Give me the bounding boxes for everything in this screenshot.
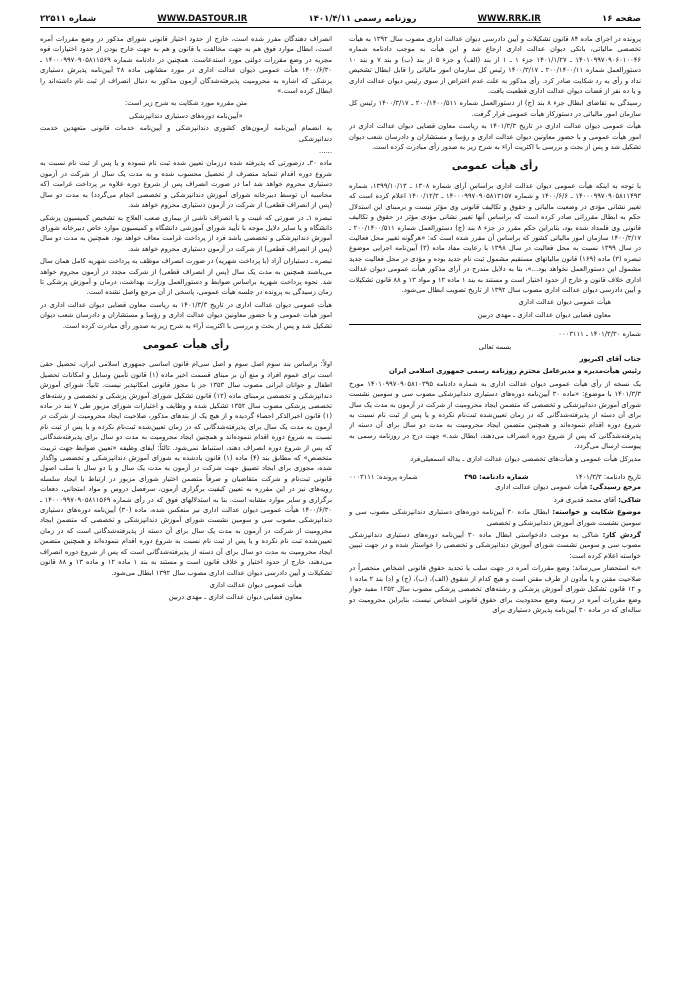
dastour-site-link[interactable]: WWW.DASTOUR.IR (157, 14, 248, 24)
paragraph: متن مقرره مورد شکایت به شرح زیر است: (124, 99, 248, 108)
paragraph: پرونده در اجرای ماده ۸۴ قانون تشکیلات و آیین دادرسی دیوان عدالت اداری مصوب سال ۱۳۹۲ به هیأت تخصصی مالیاتی، بانکی دیوان عدالت اداری ارجاع شد و این هیأت به موجب دادنامه شماره ۱۴۰۱۰۹۹۷۰۹۰۶۰۱۰۰۴۶ ـ ۱۴۰۱/۱/۲۷ جزء ۱ ـ ۱ از بند (الف) و جزء ۵ از بند (ب) و بند ۷ و بند ۱۰ دستورالعمل شماره ۲۰۰/۱۴۰۰/۱۱ ـ ۱۴۰۰/۳/۱۷ رئیس کل سازمان امور مالیاتی را قابل ابطال تشخیص نداد و رأی به رد شکایت صادر کرد. رأی مذکور به علت عدم اعتراض از سوی رئیس دیوان عدالت اداری و یا ده نفر از قضات دیوان عدالت اداری قطعیت یافت. (349, 35, 641, 96)
paragraph: تبصره ـ دستیاران آزاد (با پرداخت شهریه) در صورت انصراف موظف به پرداخت شهریه کامل همان سال می‌باشند همچنین به مدت یک سال (پس از انصراف قطعی) از شرکت مجدد در آزمون محروم خواهد شد. نحوه پرداخت شهریه براساس ضوابط و دستورالعمل وزارت بهداشت، درمان و آموزش پزشکی تا زمان رسیدگی به پرونده در جلسه هیأت عمومی، پاسخی از آن مرجع واصل نشده است. (40, 257, 332, 297)
ellipsis: ...... (319, 147, 332, 156)
section-heading: رأی هیأت عمومی (451, 161, 539, 173)
paragraph: ماده ۳۰ـ درصورتی که پذیرفته شده درزمان تعیین شده ثبت نام ننموده و یا پس از ثبت نام نسبت به شروع دوره اقدام ننماید منصرف از تحصیل محسوب شده و به مدت یک سال از شرکت در آزمون دستیاری محروم خواهد شد اما در صورت انصراف پس از شروع دوره علاوه بر پرداخت غرامت (که محاسبه آن توسط دبیرخانه شورای آموزش دندانپزشکی و تخصصی انجام می‌گردد) به مدت دو سال (پس از انصراف قطعی) از شرکت در آزمون دستیاری محروم خواهد شد. (40, 159, 332, 210)
issue-number: شماره ۲۲۵۱۱ (40, 14, 97, 24)
signature-line: مدیرکل هیأت عمومی و هیأت‌های تخصصی دیوان عدالت اداری ـ یداله اسمعیلی‌فرد (410, 454, 641, 463)
authority-value: هیأت عمومی دیوان عدالت اداری (495, 483, 588, 492)
paragraph: هیأت عمومی دیوان عدالت اداری در تاریخ ۱۴۰۱/۳/۳ به ریاست معاون قضایی دیوان عدالت اداری در امور هیأت عمومی و با حضور معاونین دیوان عدالت اداری و رؤسا و مستشاران و دادرسان شعب دیوان تشکیل شد و پس از بحث و بررسی با اکثریت آراء به شرح زیر به صدور رأی مبادرت کرده است. (40, 300, 332, 330)
page-number: صفحه ۱۶ (602, 14, 641, 24)
course-label: گردش کار: (602, 531, 641, 540)
quote-paragraph: «به استحضار می‌رساند: وضع مقررات آمره در جهت سلب یا تحدید حقوق قانونی اشخاص منحصراً در صلاحیت مقنن و یا مأذون از طرف مقنن است و هیچ کدام از شقوق (الف)، (ب)، (ج) و (د) بند ۲ ماده ۱ و ۱۲ قانون تشکیل شورای آموزش پزشکی و رشته‌های تخصصی پزشکی مصوب سال ۱۳۵۲ مفید جواز وضع مقررات آمره در زمینه وضع محدودیت برای حقوق قانونی اشخاص نیست، بنابراین محرومیت دو ساله‌ای که در ماده ۳۰ آیین‌نامه پذیرش دستیاری برای (349, 564, 641, 614)
paragraph: اولاً: براساس بند سوم اصل سوم و اصل سی‌ام قانون اساسی جمهوری اسلامی ایران، تحصیل حقی است برای عموم افراد و منع آن بر مبنای قسمت اخیر ماده (۱) قانون تأمین وسایل و امکانات تحصیل اطفال و جوانان ایرانی مصوب سال ۱۳۵۳ جز با مجوز قانونی امکانپذیر نیست. ثانیاً: شورای آموزش دندانپزشکی و تخصصی برمبنای ماده (۱۲) قانون تشکیل شورای آموزش پزشکی و تخصصی و رشته‌های تخصصی پزشکی مصوب سال ۱۳۵۲ تشکیل شده و وظایف و اختیارات شورای مزبور طی ۷ بند در ماده (۱) قانون اخیرالذکر احصاء گردیده و از هیچ یک از بندهای مذکور، صلاحیت ایجاد محرومیت از شرکت در آزمون به مدت یک سال برای پذیرفته‌شدگانی که در زمان تعیین‌شده ثبت‌نام نکرده و یا پس از ثبت نام نسبت به شروع دوره اقدام ننموده‌اند و همچنین ایجاد محرومیت به مدت دو سال برای پذیرفته‌شدگانی که پس از شروع دوره انصراف دهند، استنباط نمی‌شود. ثالثاً: اَیفای وظیفه «تعیین ضوابط جهت تربیت متخصص» که مطابق بند (۴) ماده (۱) قانون یادشده به شورای آموزش دندانپزشکی و تخصصی واگذار شده، مجوزی برای ایجاد تضییق جهت شرکت در آزمون به مدت یک سال و یا دو سال با سلب اصول قانونی ثبت‌نام و شرکت متقاضیان و صرفاً متضمن اختیار شورای مزبور در ارتباط با ایجاد سلسله رویه‌های نیز در این مقرره به تعیین کیفیت برگزاری آزمون، سرفصل دروس و مواد امتحانی، دفعات برگزاری و سایر موارد مشابه است. بنا به استدلالهای فوق که در رأی شماره ۱۴۰۰۰۹۹۷۰۹۰۵۸۱۱۵۶۹ ـ ۱۴۰۰/۶/۳۰ هیأت عمومی دیوان عدالت اداری نیز منعکس شده، ماده (۳۰) آیین‌نامه دوره‌های دستیاری دندانپزشکی مصوب سی و سومین نشست شورای آموزش دندانپزشکی و تخصصی که متضمن ایجاد محرومیت از شرکت در آزمون به مدت یک سال برای آن دسته از پذیرفته‌شدگانی است که در زمان تعیین‌شده ثبت نام نکرده و یا پس از ثبت نام نسبت به شروع دوره اقدام ننموده‌اند و همچنین متضمن ایجاد محرومیت به مدت دو سال برای آن دسته از پذیرفته‌شدگانی است که پس از شروع دوره انصراف می‌دهند، خارج از حدود اختیار و خلاف قانون است و مستند به بند ۱ ماده ۱۲ و ماده ۱۳ و ۸۸ قانون تشکیلات و آیین دادرسی دیوان عدالت اداری مصوب سال ۱۳۹۲ ابطال می‌شود. (40, 360, 332, 577)
paragraph: به انضمام آیین‌نامه آزمون‌های کشوری دندانپزشکی و آیین‌نامه خدمات قانونی متعهدین خدمت دندانپزشکی (40, 124, 332, 143)
rrk-site-link[interactable]: WWW.RRK.IR (477, 14, 541, 24)
paragraph: رسیدگی به تقاضای ابطال جزء ۸ بند (ج) از دستورالعمل شماره ۲۰۰/۱۴۰۰/۵۱۱ ـ ۱۴۰۰/۳/۱۷ رئیس کل سازمان امور مالیاتی در دستورکار هیأت عمومی قرار گرفت. (349, 99, 641, 118)
ruling-date: تاریخ دادنامه: ۱۴۰۱/۳/۳ (575, 473, 641, 482)
paragraph: با توجه به اینکه هیأت عمومی دیوان عدالت اداری براساس آرای شماره ۱۳۰۸ ـ ۱۳۹۹/۱۰/۱۳، شماره ۱۴۰۰۰۹۹۷۰۹۰۵۸۱۱۴۹۳ ـ ۱۴۰۰/۶/۶ و شماره ۱۴۰۰۰۹۹۷۰۹۰۵۸۱۳۱۵۷ ـ ۱۴۰۰/۱۲/۳ اعلام کرده است که تغییر نشانی مؤدی در وضعیت مالیاتی و حقوق و تکالیف قانونی وی مؤثر نیست و برمبنای این استدلال حکم به ابطال مقرراتی صادر کرده است که براساس آنها تغییر نشانی مؤدی مؤثر در حقوق و تکالیف قانونی وی قلمداد شده بود، بنابراین حکم مقرر در جزء ۸ بند (ج) دستورالعمل شماره ۲۰۰/۱۴۰۰/۵۱۱ ـ ۱۴۰۰/۳/۱۷ سازمان امور مالیاتی کشور که براساس آن مقرر شده است که: «هرگونه تغییر محل فعالیت در سال ۱۳۹۹ نسبت به محل فعالیت در سال ۱۳۹۸ با رعایت مفاد ماده (۳) آیین‌نامه اجرایی موضوع تبصره (۳) ماده (۱۶۹) قانون مالیاتهای مستقیم مشمول ثبت نام جدید بوده و مؤدی در محل فعالیت جدید مشمول این دستورالعمل نخواهد بود...»، بنا به دلایل مندرج در آرای مذکور هیأت عمومی دیوان عدالت اداری خلاف قانون و خارج از حدود اختیار است و مستند به بند ۱ ماده ۱۲ و مواد ۱۳ و ۸۸ قانون تشکیلات و آیین دادرسی دیوان عدالت اداری مصوب سال ۱۳۹۲ از تاریخ تصویب ابطال می‌شود. (349, 181, 641, 294)
left-column (40, 34, 332, 974)
recipient-title: رئیس هیأت‌مدیره و مدیرعامل محترم روزنامه رسمی جمهوری اسلامی ایران (388, 367, 641, 376)
signature-body: هیأت عمومی دیوان عدالت اداری (209, 580, 302, 589)
section-heading: رأی هیأت عمومی (142, 339, 230, 351)
file-number: شماره پرونده: ۰۰۰۳۱۱۱ (349, 473, 418, 482)
signature-body: هیأت عمومی دیوان عدالت اداری (518, 298, 611, 307)
right-column (349, 34, 641, 974)
columns (40, 34, 641, 974)
paragraph: انصراف دهندگان مقرر شده است، خارج از حدود اختیار قانونی شورای مذکور در وضع مقررات آمره است، ابطال موارد فوق هم به جهت مخالفت با قانون و هم به جهت خارج بودن از حدود اختیارات قوه مجریه در وضع مقررات دولتی مورد استدعاست. همچنین در دادنامه شماره ۱۴۰۰۰۹۹۷۰۹۰۵۸۱۱۵۶۹ ـ ۱۴۰۰/۶/۳۰ هیأت عمومی دیوان عدالت اداری در مورد مشابهی ماده ۲۸ آیین‌نامه پذیرش دستیاری پزشکی که اشاره به محرومیت پذیرفته‌شدگان آزمون مذکور به دنبال انصراف از ثبت نام داشته‌اند را ابطال کرده است.» (40, 35, 332, 96)
signature-name: معاون قضایی دیوان عدالت اداری ـ مهدی دربین (168, 593, 302, 602)
bismillah: بسمه تعالی (478, 342, 512, 351)
subject-value: ابطال ماده ۳۰ آیین‌نامه دوره‌های دستیاری دندانپزشکی مصوب سی و سومین نشست شورای آموزش دندانپزشکی و تخصصی (349, 508, 641, 527)
paragraph: تبصره ۱ـ در صورتی که غیبت و یا انصراف ناشی از بیماری صعب العلاج به تشخیص کمیسیون پزشکی دانشگاه و یا سایر دلایل موجه با تأیید شورای آموزشی دانشگاه و کمیسیون موارد خاص دبیرخانه شورای آموزش دندانپزشکی و تخصصی باشد فرد از پرداخت غرامت معاف خواهد بود. همچنین به مدت دو سال (پس از انصراف قطعی) از شرکت در آزمون دستیاری محروم خواهد شد. (40, 213, 332, 253)
course-value: شاکی به موجب دادخواستی ابطال ماده ۳۰ آیین‌نامه دوره‌های دستیاری دندانپزشکی مصوب سی و سومین نشست شورای آموزش دندانپزشکی و تخصصی را خواستار شده و در جهت تبیین خواسته اعلام کرده است: (349, 531, 641, 560)
ruling-meta (349, 472, 641, 482)
recipient-name: جناب آقای اکبرپور (579, 354, 641, 363)
page-header (40, 14, 641, 28)
authority-label: مرجع رسیدگی: (589, 483, 641, 492)
plaintiff-value: آقای محمد قدیری فرد (553, 495, 617, 504)
signature-name: معاون قضایی دیوان عدالت اداری ـ مهدی دربین (477, 310, 611, 319)
plaintiff-label: شاکی: (618, 495, 641, 504)
paragraph: هیأت عمومی دیوان عدالت اداری در تاریخ ۱۴۰۱/۳/۳ به ریاست معاون قضایی دیوان عدالت اداری در امور هیأت عمومی و با حضور معاونین دیوان عدالت اداری و رؤسا و مستشاران و دادرسان شعب دیوان تشکیل شد و پس از بحث و بررسی با اکثریت آراء به شرح زیر به صدور رأی مبادرت کرده است. (349, 122, 641, 152)
paragraph: یک نسخه از رأی هیأت عمومی دیوان عدالت اداری به شماره دادنامه ۱۴۰۱۰۹۹۷۰۹۰۵۸۱۰۳۹۵ مورخ ۱۴۰۱/۳/۳ با موضوع: «ماده ۳۰ آیین‌نامه دوره‌های دستیاری دندانپزشکی مصوب سی و سومین نشست شورای آموزش دندانپزشکی و تخصصی که متضمن ایجاد محرومیت از شرکت در آزمون به مدت یک سال برای آن دسته از پذیرفته‌شدگانی که در زمان تعیین‌شده ثبت‌نام نکرده و یا پس از ثبت نام نسبت به شروع دوره اقدام ننموده‌اند و همچنین متضمن ایجاد محرومیت به مدت دو سال برای آن دسته از پذیرفته‌شدگانی که پس از شروع دوره انصراف می‌دهند، ابطال شد.» جهت درج در روزنامه رسمی به پیوست ارسال می‌گردد. (349, 379, 641, 451)
subject-label: موضوع شکایت و خواسته: (552, 508, 641, 517)
divider (349, 324, 641, 325)
letter-number: شماره ۱۴۰۱/۳/۳۰ ـ ۰۰۰۳۱۱۱ (558, 330, 641, 339)
gazette-date: روزنامه رسمی ۱۴۰۱/۴/۱۱ (308, 14, 417, 24)
ruling-number: شماره دادنامه: ۳۹۵ (464, 473, 529, 482)
paragraph: «آیین‌نامه دوره‌های دستیاری دندانپزشکی (129, 111, 243, 120)
